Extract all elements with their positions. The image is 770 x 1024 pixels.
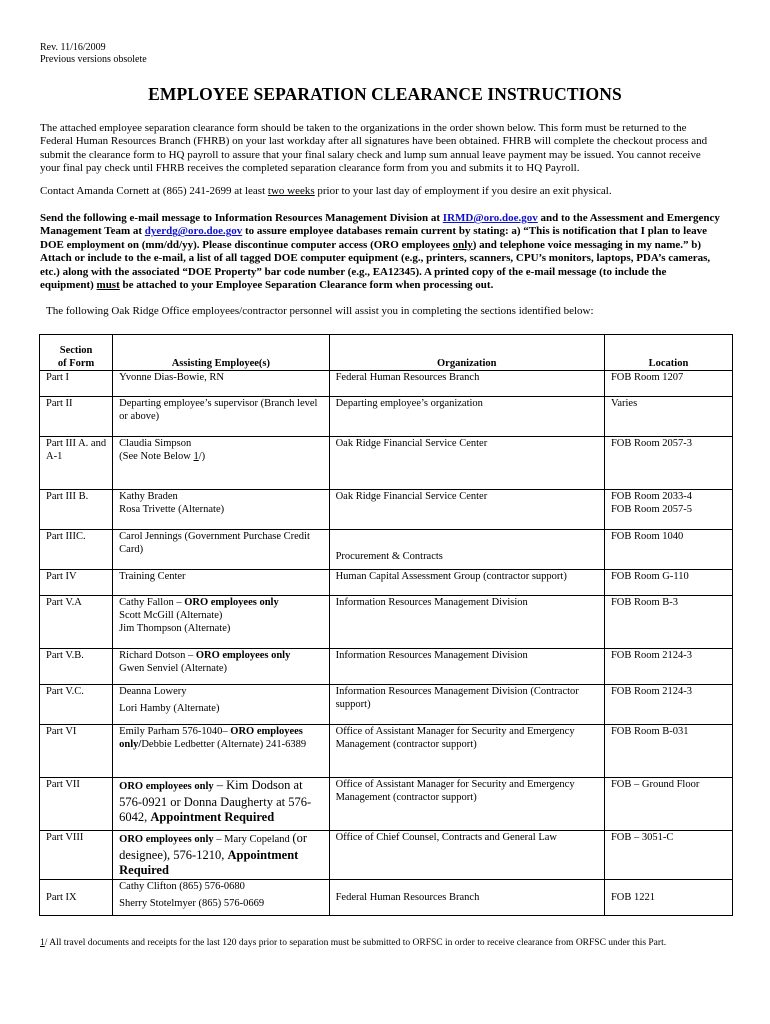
text: to assure employee databases remain current by stating: a) “This is notification that I plan to leave DOE employment on (mm/dd/yy). Please discontinue computer access (ORO employees <box>40 225 707 251</box>
location-text: FOB Room 2057-5 <box>610 504 693 515</box>
irmd-email-link[interactable]: IRMD@oro.doe.gov <box>442 212 538 224</box>
organization-cell: Information Resources Management Division (Contractor support) <box>329 685 604 725</box>
part-cell: Part III B. <box>40 490 113 530</box>
employee-name: Scott McGill (Alternate) <box>119 610 223 621</box>
table-row <box>40 490 733 530</box>
employee-restriction: ORO employees only <box>119 834 214 845</box>
part-cell: Part IV <box>40 570 113 596</box>
organization-cell: Information Resources Management Division <box>329 596 604 649</box>
header-text: Section <box>59 345 93 356</box>
employee-cell <box>113 490 329 530</box>
table-row <box>40 685 733 725</box>
table-row <box>40 530 733 570</box>
organization-cell: Office of Chief Counsel, Contracts and General Law <box>329 831 604 880</box>
location-cell <box>604 490 732 530</box>
organization-cell: Federal Human Resources Branch <box>329 371 604 397</box>
employee-cell <box>113 596 329 649</box>
employee-name: Sherry Stotelmyer (865) 576-0669 <box>119 897 265 909</box>
employee-name: Jim Thompson (Alternate) <box>119 623 231 634</box>
employee-name: Debbie Ledbetter (Alternate) 241-6389 <box>141 739 307 750</box>
employee-name: Gwen Senviel (Alternate) <box>119 663 228 674</box>
page-title: EMPLOYEE SEPARATION CLEARANCE INSTRUCTIONS <box>148 84 622 104</box>
employee-cell: Training Center <box>113 570 329 596</box>
header-section <box>40 335 113 371</box>
location-cell: FOB Room B-3 <box>604 596 732 649</box>
location-cell: FOB Room 2057-3 <box>604 437 732 490</box>
location-cell: FOB Room 2124-3 <box>604 685 732 725</box>
header-organization: Organization <box>329 335 604 371</box>
employee-name: Emily Parham 576-1040– <box>119 726 231 737</box>
email-instructions-paragraph <box>40 212 720 292</box>
organization-cell: Human Capital Assessment Group (contractor support) <box>329 570 604 596</box>
employee-cell <box>113 649 329 685</box>
underlined-text: two weeks <box>267 185 315 197</box>
location-cell: FOB Room 1040 <box>604 530 732 570</box>
organization-cell: Departing employee’s organization <box>329 397 604 437</box>
text: ) and telephone voice messaging in my name.” b) Attach or include to the e-mail, a list of all tagged DOE computer equipment (e.g., printers, scanners, CPU’s monitors, laptops, PDA’s cameras, etc.) along with the associated “DOE Property” bar code number (e.g., EA12345). A printed copy of the e-mail message (to include the equipment) <box>40 238 711 292</box>
employee-name: Rosa Trivette (Alternate) <box>119 504 225 515</box>
organization-cell: Information Resources Management Division <box>329 649 604 685</box>
text: and to the Assessment and Emergency Management Team at <box>40 212 720 238</box>
part-cell: Part V.C. <box>40 685 113 725</box>
employee-cell <box>113 437 329 490</box>
location-cell: FOB Room 2124-3 <box>604 649 732 685</box>
table-row <box>40 649 733 685</box>
location-cell: FOB Room G-110 <box>604 570 732 596</box>
footnote <box>40 937 740 949</box>
table-row <box>40 437 733 490</box>
table-row <box>40 371 733 397</box>
employee-name: – Mary Copeland <box>213 834 293 845</box>
employee-note: (See Note Below <box>119 451 194 462</box>
employee-name: Richard Dotson – <box>119 650 196 661</box>
part-cell: Part V.B. <box>40 649 113 685</box>
employee-name: (or designee), 576-1210, <box>119 831 307 862</box>
employee-name: Deanna Lowery <box>119 686 187 697</box>
employee-cell <box>113 725 329 778</box>
dyerdg-email-link[interactable]: dyerdg@oro.doe.gov <box>144 225 243 238</box>
instructions-paragraph: The attached employee separation clearance form should be taken to the organizations in the order shown below. This form must be returned to the Federal Human Resources Branch (FHRB) on your last workday after all signatures have been obtained. FHRB will complete the checkout process and submit the clearance form to HQ payroll to assure that your final salary check and lump sum annual leave payment may be issued. You cannot receive your final pay check until FHRB receives the completed separation clearance form from you and submits it to HQ Payroll. <box>40 122 708 175</box>
appointment-required: Appointment Required <box>150 810 275 824</box>
header-location: Location <box>604 335 732 371</box>
employee-cell <box>113 685 329 725</box>
employee-restriction: ORO employees only <box>119 781 214 792</box>
employee-name: Claudia Simpson <box>119 438 192 449</box>
organization-cell: Office of Assistant Manager for Security and Emergency Management (contractor support) <box>329 778 604 831</box>
employee-cell <box>113 879 329 915</box>
part-cell: Part III A. and A-1 <box>40 437 113 490</box>
employee-restriction: ORO employees only/ <box>119 726 303 750</box>
location-cell: Varies <box>604 397 732 437</box>
employee-name: Cathy Fallon – <box>119 597 185 608</box>
exit-physical-paragraph <box>40 185 720 198</box>
header-employee: Assisting Employee(s) <box>113 335 329 371</box>
clearance-table <box>39 334 733 916</box>
location-text: FOB Room 2033-4 <box>610 491 693 502</box>
location-cell: FOB Room 1207 <box>604 371 732 397</box>
location-cell: FOB Room B-031 <box>604 725 732 778</box>
part-cell: Part II <box>40 397 113 437</box>
text: prior to your last day of employment if you desire an exit physical. <box>314 185 612 197</box>
text: be attached to your Employee Separation Clearance form when processing out. <box>119 279 494 292</box>
location-cell: FOB – Ground Floor <box>604 778 732 831</box>
employee-restriction: ORO employees only <box>184 597 279 608</box>
employee-cell: Yvonne Dias-Bowie, RN <box>113 371 329 397</box>
table-row <box>40 778 733 831</box>
footnote-ref: 1 <box>193 451 199 462</box>
employee-cell: Departing employee’s supervisor (Branch level or above) <box>113 397 329 437</box>
employee-name: Cathy Clifton (865) 576-0680 <box>119 880 245 892</box>
revision-info <box>40 42 147 66</box>
location-cell: FOB 1221 <box>604 879 732 915</box>
table-row <box>40 596 733 649</box>
table-row <box>40 879 733 915</box>
part-cell: Part IX <box>40 879 113 915</box>
obsolete-note: Previous versions obsolete <box>40 54 147 65</box>
table-header-row <box>40 335 733 371</box>
organization-cell: Office of Assistant Manager for Security and Emergency Management (contractor support) <box>329 725 604 778</box>
table-row <box>40 831 733 880</box>
organization-cell: Federal Human Resources Branch <box>329 879 604 915</box>
table-row <box>40 725 733 778</box>
organization-cell: Oak Ridge Financial Service Center <box>329 490 604 530</box>
organization-cell: Oak Ridge Financial Service Center <box>329 437 604 490</box>
text: Send the following e-mail message to Information Resources Management Division at <box>40 212 443 224</box>
part-cell: Part I <box>40 371 113 397</box>
employee-name: – Kim Dodson at 576-0921 or Donna Daugherty at 576-6042, <box>119 778 312 824</box>
appointment-required: Appointment Required <box>119 847 299 877</box>
part-cell: Part VIII <box>40 831 113 880</box>
employee-name: Lori Hamby (Alternate) <box>119 703 220 714</box>
footnote-number: 1 <box>40 938 45 948</box>
employee-note: /) <box>198 451 206 462</box>
part-cell: Part V.A <box>40 596 113 649</box>
location-cell: FOB – 3051-C <box>604 831 732 880</box>
text: Contact Amanda Cornett at (865) 241-2699 at least <box>40 185 268 197</box>
part-cell: Part VII <box>40 778 113 831</box>
employee-cell <box>113 778 329 831</box>
underlined-text: only <box>452 238 473 251</box>
employee-restriction: ORO employees only <box>195 650 291 661</box>
table-row <box>40 570 733 596</box>
revision-date: Rev. 11/16/2009 <box>40 42 106 53</box>
part-cell: Part VI <box>40 725 113 778</box>
header-text: of Form <box>57 358 95 369</box>
employee-cell <box>113 831 329 880</box>
footnote-text: / All travel documents and receipts for the last 120 days prior to separation must be submitted to ORFSC in order to receive clearance from ORFSC under this Part. <box>44 938 667 948</box>
part-cell: Part IIIC. <box>40 530 113 570</box>
underlined-text: must <box>96 279 120 292</box>
organization-cell: Procurement & Contracts <box>329 530 604 570</box>
table-intro: The following Oak Ridge Office employees/contractor personnel will assist you in completing the sections identified below: <box>46 305 594 317</box>
employee-cell: Carol Jennings (Government Purchase Credit Card) <box>113 530 329 570</box>
table-row <box>40 397 733 437</box>
employee-name: Kathy Braden <box>119 491 178 502</box>
